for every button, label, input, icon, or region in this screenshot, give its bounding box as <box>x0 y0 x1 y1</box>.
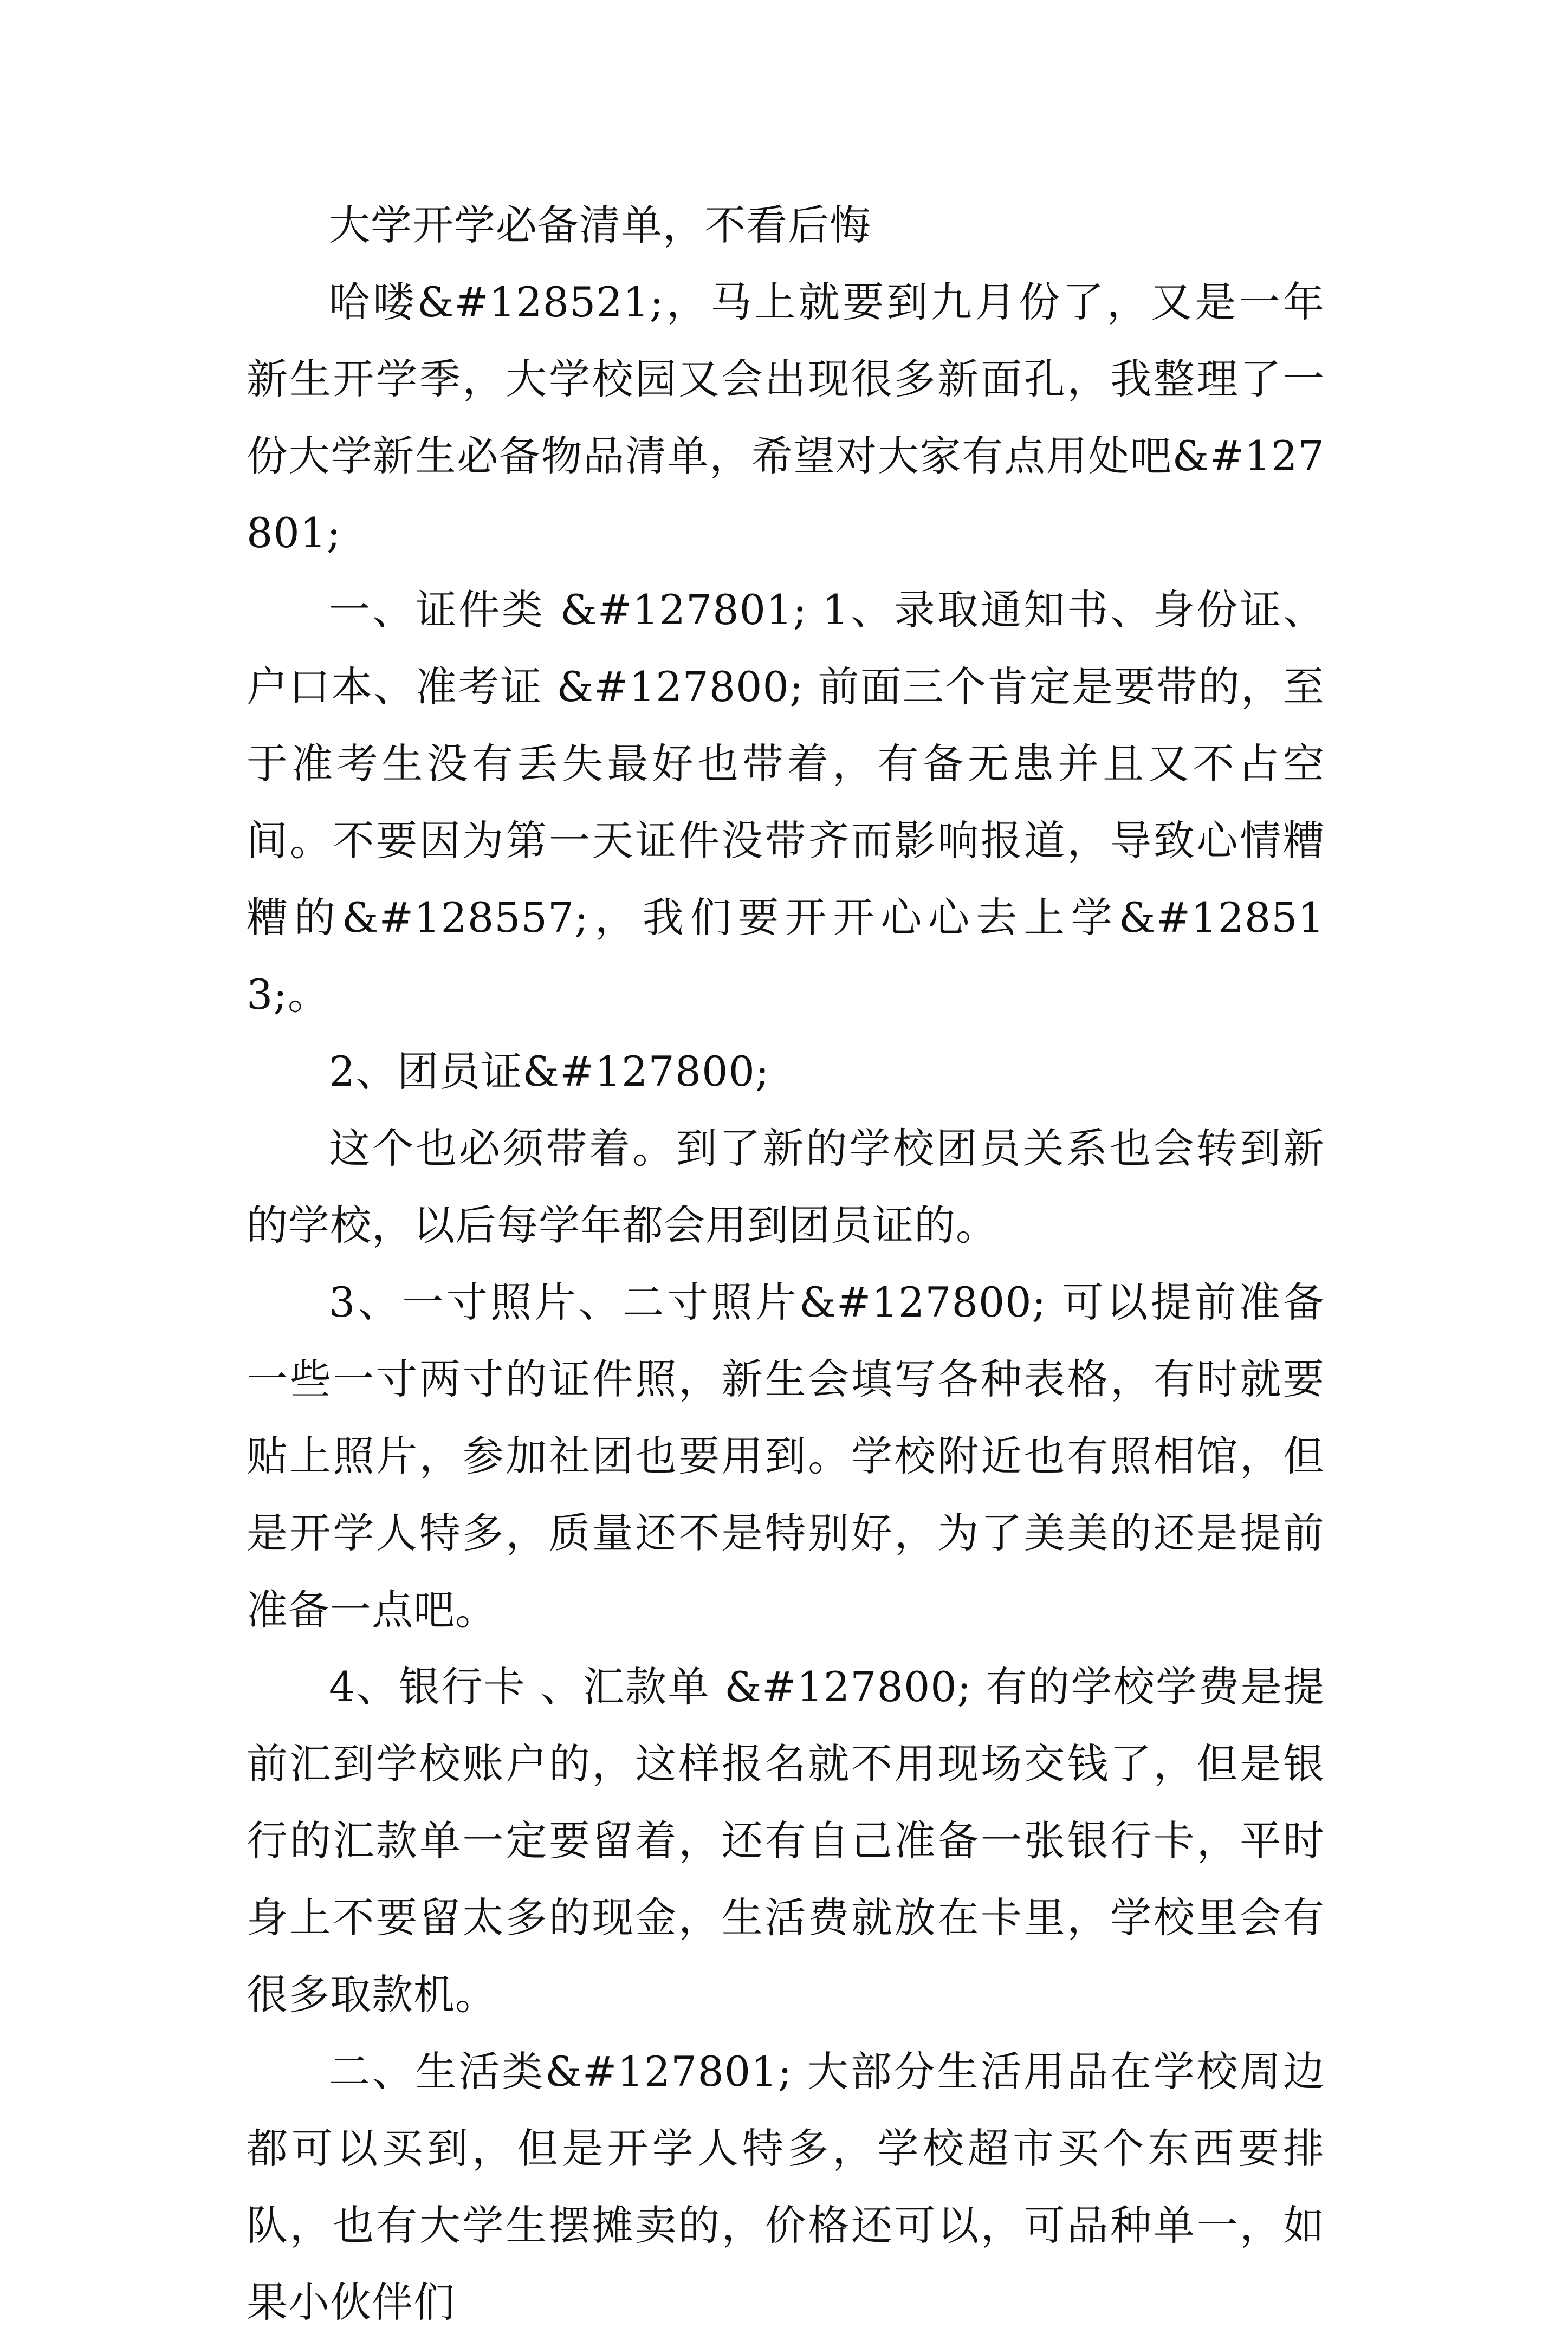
paragraph: 二、生活类&#127801; 大部分生活用品在学校周边都可以买到，但是开学人特多，学校超市买个东西要排队，也有大学生摆摊卖的，价格还可以，可品种单一，如果小伙伴们 <box>247 2047 1325 2326</box>
paragraph: 3、一寸照片、二寸照片&#127800; 可以提前准备一些一寸两寸的证件照，新生会填写各种表格，有时就要贴上照片，参加社团也要用到。学校附近也有照相馆，但是开学人特多，质量还不是特别好，为了美美的还是提前准备一点吧。 <box>247 1278 1325 1634</box>
paragraph: 哈喽&#128521;，马上就要到九月份了，又是一年新生开学季，大学校园又会出现很多新面孔，我整理了一份大学新生必备物品清单，希望对大家有点用处吧&#127801; <box>247 278 1325 557</box>
document-body <box>247 187 1325 2341</box>
document-title: 大学开学必备清单，不看后悔 <box>329 201 871 249</box>
paragraph: 一、证件类 &#127801; 1、录取通知书、身份证、户口本、准考证 &#127800; 前面三个肯定是要带的，至于准考生没有丢失最好也带着，有备无患并且又不占空间。不要因为第一天证件没带齐而影响报道，导致心情糟糟的&#128557;，我们要开开心心去上学&#128513;。 <box>247 586 1325 1019</box>
paragraph: 2、团员证&#127800; <box>329 1047 770 1095</box>
paragraph: 4、银行卡 、汇款单 &#127800; 有的学校学费是提前汇到学校账户的，这样报名就不用现场交钱了，但是银行的汇款单一定要留着，还有自己准备一张银行卡，平时身上不要留太多的现金，生活费就放在卡里，学校里会有很多取款机。 <box>247 1663 1325 2019</box>
paragraph: 这个也必须带着。到了新的学校团员关系也会转到新的学校，以后每学年都会用到团员证的。 <box>247 1124 1325 1249</box>
